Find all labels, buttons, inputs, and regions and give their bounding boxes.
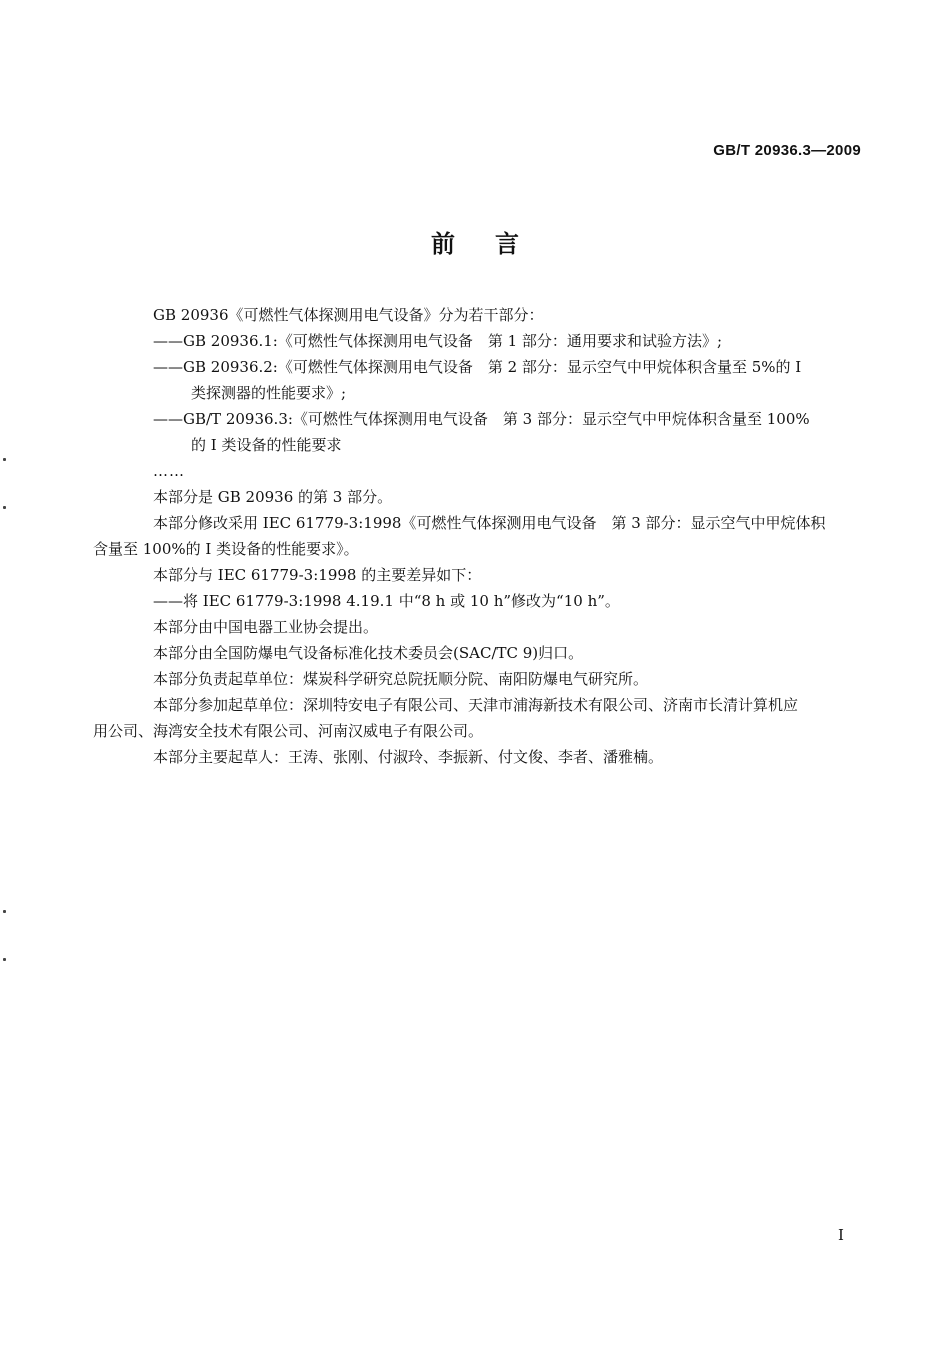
drafting-units-paragraph: 本部分负责起草单位：煤炭科学研究总院抚顺分院、南阳防爆电气研究所。 bbox=[153, 670, 649, 688]
intro-paragraph: GB 20936《可燃性气体探测用电气设备》分为若干部分： bbox=[153, 306, 544, 324]
scan-mark bbox=[3, 458, 6, 461]
modify-line: 本部分修改采用 IEC 61779-3:1998《可燃性气体探测用电气设备 第 3 部分：显示空气中甲烷体积 bbox=[153, 514, 826, 532]
centralized-paragraph: 本部分由全国防爆电气设备标准化技术委员会(SAC/TC 9)归口。 bbox=[153, 644, 584, 662]
proposed-paragraph: 本部分由中国电器工业协会提出。 bbox=[153, 618, 379, 636]
list-item-line: ——GB 20936.2:《可燃性气体探测用电气设备 第 2 部分：显示空气中甲烷体积含量至 5%的 Ⅰ bbox=[153, 358, 802, 376]
participating-line: 本部分参加起草单位：深圳特安电子有限公司、天津市浦海新技术有限公司、济南市长清计算机应 bbox=[153, 696, 799, 714]
list-item: ——将 IEC 61779-3:1998 4.19.1 中“8 h 或 10 h”修改为“10 h”。 bbox=[153, 592, 620, 610]
list-item: ——GB 20936.1:《可燃性气体探测用电气设备 第 1 部分：通用要求和试验方法》; bbox=[153, 332, 722, 350]
list-item-line: ——GB/T 20936.3:《可燃性气体探测用电气设备 第 3 部分：显示空气中甲烷体积含量至 100% bbox=[153, 410, 810, 428]
list-item bbox=[123, 354, 863, 406]
page-number: I bbox=[838, 1226, 844, 1244]
list-item-continuation: 类探测器的性能要求》; bbox=[191, 384, 347, 402]
page-title: 前言 bbox=[431, 230, 559, 258]
modify-paragraph bbox=[93, 510, 863, 562]
scan-mark bbox=[3, 506, 6, 509]
drafters-paragraph: 本部分主要起草人：王涛、张刚、付淑玲、李振新、付文俊、李者、潘雅楠。 bbox=[153, 748, 664, 766]
difference-paragraph: 本部分与 IEC 61779-3:1998 的主要差异如下： bbox=[153, 566, 482, 584]
participating-units-paragraph bbox=[93, 692, 863, 744]
part-paragraph: 本部分是 GB 20936 的第 3 部分。 bbox=[153, 488, 393, 506]
list-item bbox=[123, 406, 863, 458]
standard-code: GB/T 20936.3—2009 bbox=[713, 142, 861, 159]
list-item-continuation: 的 Ⅰ 类设备的性能要求 bbox=[191, 436, 342, 454]
participating-continuation: 用公司、海湾安全技术有限公司、河南汉威电子有限公司。 bbox=[93, 722, 484, 740]
document-body bbox=[93, 302, 863, 770]
scan-mark bbox=[3, 958, 6, 961]
ellipsis: …… bbox=[153, 462, 185, 480]
modify-continuation: 含量至 100%的 Ⅰ 类设备的性能要求》。 bbox=[93, 540, 359, 558]
scan-mark bbox=[3, 910, 6, 913]
